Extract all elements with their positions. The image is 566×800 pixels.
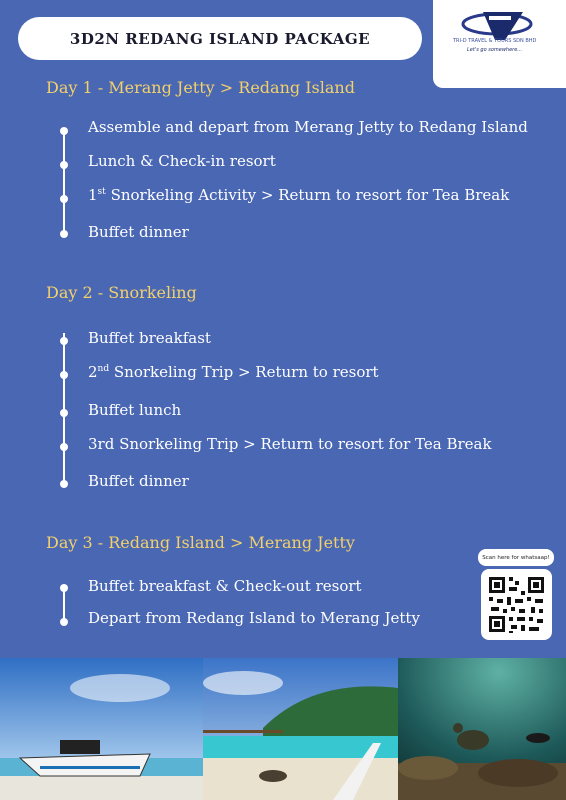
day-1-item-4: Buffet dinner [88,223,189,241]
underwater-turtle-photo [398,658,566,800]
day-1-heading: Day 1 - Merang Jetty > Redang Island [46,78,355,97]
day-2-item-2: 2nd Snorkeling Trip > Return to resort [88,363,379,381]
timeline-dot [60,127,68,135]
photo-strip [0,658,566,800]
day-2-item-4: 3rd Snorkeling Trip > Return to resort for Tea Break [88,435,492,453]
timeline-dot [60,230,68,238]
day-3-heading: Day 3 - Redang Island > Merang Jetty [46,533,355,552]
page-title: 3D2N REDANG ISLAND PACKAGE [69,29,371,48]
island-jetty-photo [203,658,398,800]
company-logo [433,0,566,88]
day-1-timeline [63,131,65,233]
timeline-dot [60,161,68,169]
timeline-dot [60,371,68,379]
boat-beach-photo [0,658,203,800]
timeline-dot [60,337,68,345]
qr-code-icon [481,569,552,640]
timeline-dot [60,409,68,417]
day-2-item-3: Buffet lunch [88,401,182,419]
day-2-item-5: Buffet dinner [88,472,189,490]
day-3-item-2: Depart from Redang Island to Merang Jetty [88,609,420,627]
day-2-timeline [63,333,65,483]
timeline-dot [60,480,68,488]
day-2-item-1: Buffet breakfast [88,329,211,347]
day-1-item-3: 1st Snorkeling Activity > Return to resort for Tea Break [88,186,510,204]
day-2-heading: Day 2 - Snorkeling [46,283,197,302]
timeline-dot [60,195,68,203]
timeline-dot [60,618,68,626]
package-title-pill [18,17,422,60]
whatsapp-qr-code[interactable] [481,569,552,640]
day-3-item-1: Buffet breakfast & Check-out resort [88,577,362,595]
timeline-dot [60,443,68,451]
timeline-dot [60,584,68,592]
qr-label: Scan here for whatsaap! [478,549,554,566]
day-1-item-2: Lunch & Check-in resort [88,152,276,170]
logo-tagline: Let's go somewhere... [467,47,523,53]
logo-brand-text: TRI-D TRAVEL & TOURS SDN BHD [453,38,537,44]
day-1-item-1: Assemble and depart from Merang Jetty to Redang Island [88,118,528,136]
